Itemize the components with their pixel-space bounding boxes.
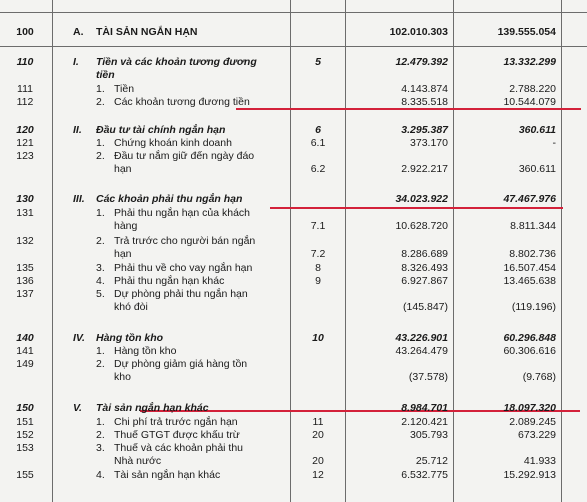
note-ref: 6.1 bbox=[310, 137, 326, 149]
current-value: 8.335.518 bbox=[401, 96, 448, 108]
current-value: 8.984.701 bbox=[401, 402, 448, 414]
note-ref: 12 bbox=[312, 469, 324, 481]
line-label: Đầu tư nắm giữ đến ngày đáo bbox=[114, 150, 255, 162]
line-label: kho bbox=[114, 371, 131, 383]
prior-value: 18.097.320 bbox=[503, 402, 556, 414]
item-number: 3. bbox=[96, 262, 105, 274]
line-code: 110 bbox=[16, 56, 34, 68]
line-code: 151 bbox=[16, 416, 34, 428]
line-label: Thuế và các khoản phải thu bbox=[114, 442, 244, 454]
note-ref: 20 bbox=[312, 429, 324, 441]
line-label: Trả trước cho người bán ngắn bbox=[114, 235, 256, 247]
prior-value: 13.465.638 bbox=[503, 275, 556, 287]
section-numeral: IV. bbox=[73, 332, 85, 344]
line-code: 141 bbox=[16, 345, 34, 357]
line-label: Chứng khoán kinh doanh bbox=[114, 137, 232, 149]
current-value: 10.628.720 bbox=[395, 220, 448, 232]
current-value: 43.264.479 bbox=[395, 345, 448, 357]
line-label: Phải thu về cho vay ngắn hạn bbox=[114, 262, 253, 274]
current-value: 2.120.421 bbox=[401, 416, 448, 428]
line-code: 111 bbox=[17, 83, 33, 95]
line-label: tiền bbox=[96, 69, 115, 81]
note-ref: 9 bbox=[315, 275, 321, 287]
current-value: 4.143.874 bbox=[401, 83, 448, 95]
line-label: Tài sản ngắn hạn khác bbox=[96, 402, 209, 414]
prior-value: - bbox=[552, 137, 556, 149]
line-label: Tài sản ngắn hạn khác bbox=[114, 469, 221, 481]
item-number: 1. bbox=[96, 83, 105, 95]
header-rule bbox=[0, 46, 587, 47]
prior-value: 10.544.079 bbox=[503, 96, 556, 108]
line-label: Phải thu ngắn hạn khác bbox=[114, 275, 225, 287]
line-code: 149 bbox=[16, 358, 34, 370]
prior-value: 8.811.344 bbox=[510, 220, 556, 232]
line-code: 130 bbox=[16, 193, 34, 205]
current-value: 373.170 bbox=[410, 137, 448, 149]
current-value: 2.922.217 bbox=[401, 163, 448, 175]
line-code: 112 bbox=[16, 96, 34, 108]
line-code: 152 bbox=[16, 429, 34, 441]
header-prior: 139.555.054 bbox=[497, 26, 556, 38]
note-ref: 20 bbox=[312, 455, 324, 467]
line-label: Dự phòng phải thu ngắn hạn bbox=[114, 288, 248, 300]
header-code: 100 bbox=[16, 26, 34, 38]
column-divider bbox=[561, 0, 562, 502]
prior-value: (119.196) bbox=[511, 301, 556, 313]
current-value: 8.326.493 bbox=[401, 262, 448, 274]
line-label: khó đòi bbox=[114, 301, 148, 313]
item-number: 2. bbox=[96, 150, 105, 162]
header-title: TÀI SẢN NGẮN HẠN bbox=[96, 26, 198, 38]
note-ref: 6.2 bbox=[310, 163, 326, 175]
line-label: hạn bbox=[114, 248, 132, 260]
note-ref: 7.1 bbox=[310, 220, 326, 232]
section-numeral: V. bbox=[73, 402, 82, 414]
item-number: 2. bbox=[96, 358, 105, 370]
line-code: 140 bbox=[16, 332, 34, 344]
line-label: Phải thu ngắn hạn của khách bbox=[114, 207, 251, 219]
line-code: 132 bbox=[16, 235, 34, 247]
line-label: Hàng tồn kho bbox=[114, 345, 177, 357]
column-divider bbox=[52, 0, 53, 502]
current-value: (145.847) bbox=[403, 301, 448, 313]
line-code: 120 bbox=[16, 124, 34, 136]
line-code: 153 bbox=[16, 442, 34, 454]
item-number: 1. bbox=[96, 207, 105, 219]
prior-value: (9.768) bbox=[522, 371, 556, 383]
prior-value: 60.306.616 bbox=[503, 345, 556, 357]
highlight-underline bbox=[270, 207, 563, 209]
item-number: 4. bbox=[96, 275, 105, 287]
prior-value: 8.802.736 bbox=[509, 248, 556, 260]
item-number: 2. bbox=[96, 96, 105, 108]
line-label: Chi phí trả trước ngắn hạn bbox=[114, 416, 238, 428]
line-label: Nhà nước bbox=[114, 455, 162, 467]
line-label: Hàng tồn kho bbox=[96, 332, 164, 344]
note-ref: 5 bbox=[315, 56, 321, 68]
prior-value: 47.467.976 bbox=[503, 193, 556, 205]
item-number: 1. bbox=[96, 345, 105, 357]
line-label: Thuế GTGT được khấu trừ bbox=[114, 429, 240, 441]
item-number: 3. bbox=[96, 442, 105, 454]
current-value: 43.226.901 bbox=[395, 332, 448, 344]
section-numeral: II. bbox=[73, 124, 82, 136]
current-value: 12.479.392 bbox=[395, 56, 448, 68]
line-label: Các khoản tương đương tiền bbox=[114, 96, 250, 108]
prior-value: 360.611 bbox=[518, 163, 556, 175]
prior-value: 60.296.848 bbox=[503, 332, 556, 344]
line-code: 123 bbox=[16, 150, 34, 162]
line-code: 150 bbox=[16, 402, 34, 414]
current-value: 34.023.922 bbox=[395, 193, 448, 205]
prior-value: 360.611 bbox=[518, 124, 556, 136]
column-divider bbox=[290, 0, 291, 502]
line-label: Tiền và các khoản tương đương bbox=[96, 56, 257, 68]
prior-value: 2.089.245 bbox=[509, 416, 556, 428]
line-label: Tiền bbox=[114, 83, 135, 95]
item-number: 1. bbox=[96, 137, 105, 149]
current-value: 3.295.387 bbox=[401, 124, 448, 136]
note-ref: 6 bbox=[315, 124, 321, 136]
note-ref: 8 bbox=[315, 262, 321, 274]
item-number: 4. bbox=[96, 469, 105, 481]
highlight-underline bbox=[236, 108, 581, 110]
line-code: 131 bbox=[16, 207, 34, 219]
header-section: A. bbox=[73, 26, 84, 38]
note-ref: 10 bbox=[312, 332, 324, 344]
line-code: 135 bbox=[16, 262, 34, 274]
section-numeral: III. bbox=[73, 193, 85, 205]
prior-value: 673.229 bbox=[518, 429, 556, 441]
line-label: Đầu tư tài chính ngắn hạn bbox=[96, 124, 226, 136]
prior-value: 41.933 bbox=[523, 455, 556, 467]
current-value: 305.793 bbox=[410, 429, 448, 441]
note-ref: 11 bbox=[312, 416, 324, 428]
prior-value: 15.292.913 bbox=[503, 469, 556, 481]
line-code: 136 bbox=[16, 275, 34, 287]
item-number: 2. bbox=[96, 235, 105, 247]
section-numeral: I. bbox=[73, 56, 79, 68]
line-code: 137 bbox=[16, 288, 34, 300]
top-rule bbox=[0, 12, 587, 13]
item-number: 1. bbox=[96, 416, 105, 428]
note-ref: 7.2 bbox=[310, 248, 326, 260]
current-value: 8.286.689 bbox=[401, 248, 448, 260]
item-number: 2. bbox=[96, 429, 105, 441]
line-code: 155 bbox=[16, 469, 34, 481]
item-number: 5. bbox=[96, 288, 105, 300]
current-value: 25.712 bbox=[415, 455, 448, 467]
line-label: Dự phòng giảm giá hàng tồn bbox=[114, 358, 248, 370]
prior-value: 2.788.220 bbox=[509, 83, 556, 95]
line-label: hàng bbox=[114, 220, 138, 232]
line-label: hạn bbox=[114, 163, 132, 175]
prior-value: 16.507.454 bbox=[503, 262, 556, 274]
header-current: 102.010.303 bbox=[389, 26, 448, 38]
current-value: 6.927.867 bbox=[401, 275, 448, 287]
current-value: 6.532.775 bbox=[401, 469, 448, 481]
prior-value: 13.332.299 bbox=[503, 56, 556, 68]
line-code: 121 bbox=[16, 137, 34, 149]
line-label: Các khoản phải thu ngắn hạn bbox=[96, 193, 243, 205]
current-value: (37.578) bbox=[408, 371, 448, 383]
